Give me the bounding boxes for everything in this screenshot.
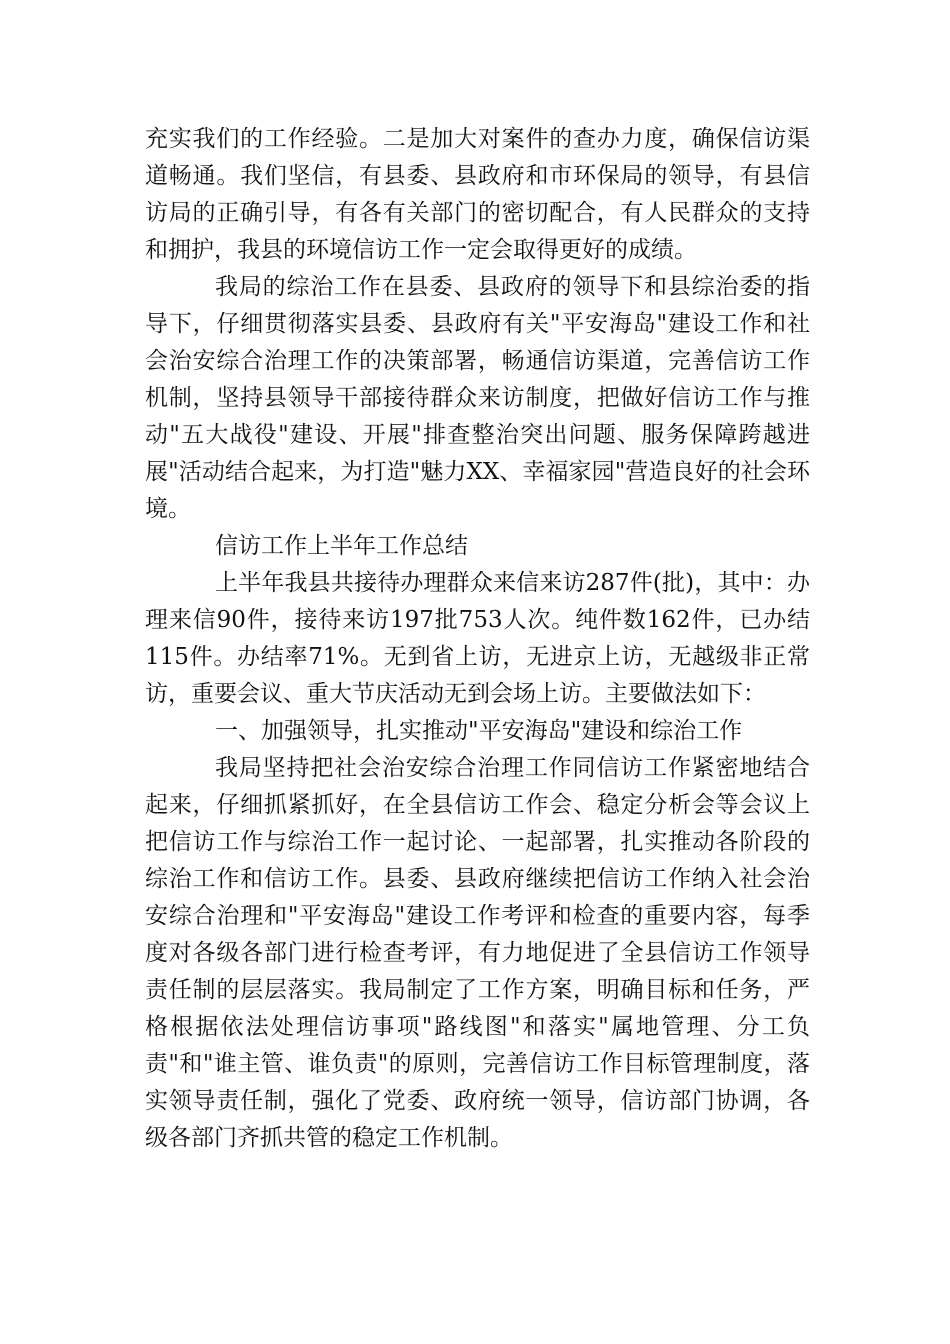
document-page: [145, 121, 810, 1157]
paragraph-zongzhi-work: 我局的综治工作在县委、县政府的领导下和县综治委的指导下，仔细贯彻落实县委、县政府有关"平安海岛"建设工作和社会治安综合治理工作的决策部署，畅通信访渠道，完善信访工作机制，坚持县领导干部接待群众来访制度，把做好信访工作与推动"五大战役"建设、开展"排查整治突出问题、服务保障跨越进展"活动结合起来，为打造"魅力XX、幸福家园"营造良好的社会环境。: [145, 274, 810, 522]
section-title: 信访工作上半年工作总结: [215, 533, 468, 559]
paragraph-continuation: 充实我们的工作经验。二是加大对案件的查办力度，确保信访渠道畅通。我们坚信，有县委、县政府和市环保局的领导，有县信访局的正确引导，有各有关部门的密切配合，有人民群众的支持和拥护，我县的环境信访工作一定会取得更好的成绩。: [145, 126, 810, 263]
paragraph-summary-stats: 上半年我县共接待办理群众来信来访287件(批)，其中：办理来信90件，接待来访197批753人次。纯件数162件，已办结115件。办结率71%。无到省上访，无进京上访，无越级非正常访，重要会议、重大节庆活动无到会场上访。主要做法如下：: [145, 570, 810, 707]
section-heading-1: 一、加强领导，扎实推动"平安海岛"建设和综治工作: [215, 718, 743, 744]
paragraph-section-1-body: 我局坚持把社会治安综合治理工作同信访工作紧密地结合起来，仔细抓紧抓好，在全县信访工作会、稳定分析会等会议上把信访工作与综治工作一起讨论、一起部署，扎实推动各阶段的综治工作和信访工作。县委、县政府继续把信访工作纳入社会治安综合治理和"平安海岛"建设工作考评和检查的重要内容，每季度对各级各部门进行检查考评，有力地促进了全县信访工作领导责任制的层层落实。我局制定了工作方案，明确目标和任务，严格根据依法处理信访事项"路线图"和落实"属地管理、分工负责"和"谁主管、谁负责"的原则，完善信访工作目标管理制度，落实领导责任制，强化了党委、政府统一领导，信访部门协调，各级各部门齐抓共管的稳定工作机制。: [145, 755, 810, 1151]
